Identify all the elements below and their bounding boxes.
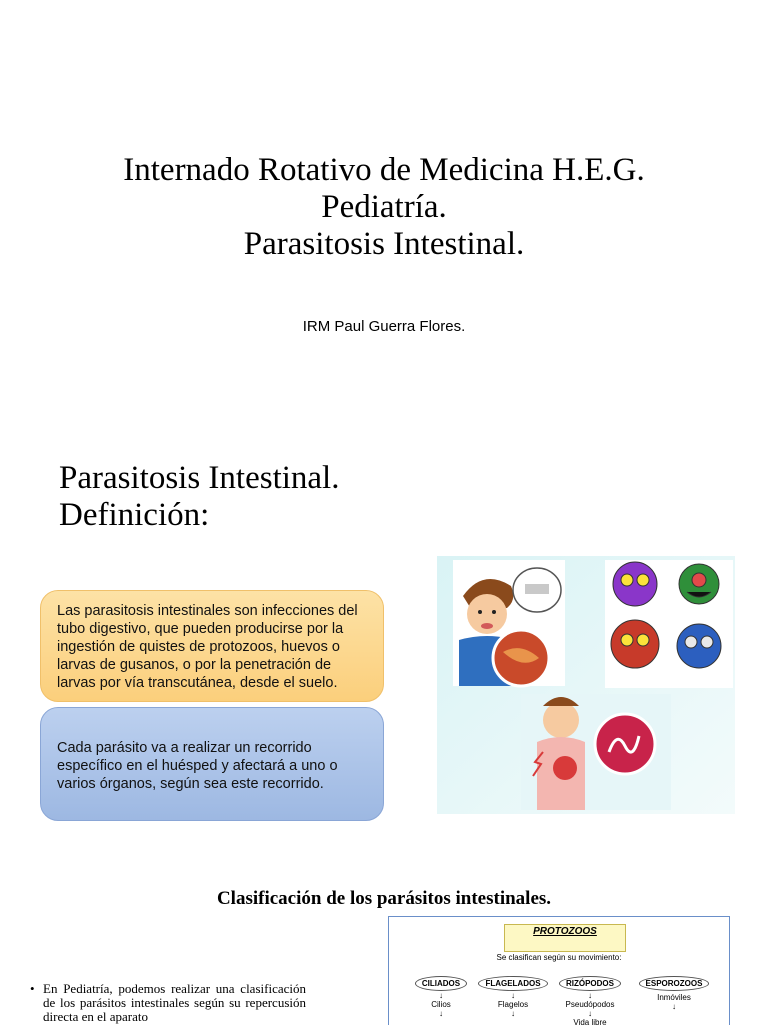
category-ciliados [406,973,476,1018]
arrow-icon: ↓ [511,1009,515,1018]
category-leaf: Pseudópodos [565,1000,615,1009]
arrow-icon: ↓ [672,1002,676,1011]
arrow-icon: ↓ [511,991,515,1000]
protozoos-box [504,924,626,952]
category-label: ESPOROZOOS [639,976,710,991]
definition-title-line-2: Definición: [59,497,210,533]
bullet-icon: • [30,981,35,996]
arrow-icon: ↓ [439,1009,443,1018]
category-leaf: Flagelos [497,1000,529,1009]
title-line-2: Pediatría. [321,189,447,225]
category-label: RIZÓPODOS [559,976,621,991]
arrow-icon: ↓ [439,991,443,1000]
arrow-icon: ↓ [588,1009,592,1018]
title-line-3: Parasitosis Intestinal. [243,226,525,262]
bullet-text: En Pediatría, podemos realizar una clasificación de los parásitos intestinales según su repercusión directa en el aparato [43,981,306,1024]
protozoa-diagram [388,916,730,1025]
classification-bullet [30,982,306,1024]
definition-box: Las parasitosis intestinales son infecciones del tubo digestivo, que pueden producirse por la ingestión de quistes de protozoos, huevos o larvas de gusanos, o por la penetración de larvas por vía transcutánea, desde el suelo. [40,590,384,702]
diagram-subtitle: Se clasifican según su movimiento: [496,953,622,962]
category-esporozoos [633,973,715,1011]
category-rizopodos [555,973,625,1025]
category-leaf: Inmóviles [657,993,691,1002]
classification-title: Clasificación de los parásitos intestinales. [216,888,552,909]
category-label: FLAGELADOS [478,976,547,991]
definition-title-line-1: Parasitosis Intestinal. [59,460,340,496]
protozoos-label: PROTOZOOS [533,926,597,937]
title-slide-heading [0,152,768,263]
category-flagelados [478,973,548,1018]
category-label: CILIADOS [415,976,467,991]
author-name: IRM Paul Guerra Flores. [302,318,466,335]
definition-slide-title [59,460,339,534]
category-leaf: Cilios [431,1000,451,1009]
route-box: Cada parásito va a realizar un recorrido específico en el huésped y afectará a uno o varios órganos, según sea este recorrido. [40,707,384,821]
title-line-1: Internado Rotativo de Medicina H.E.G. [123,152,645,188]
arrow-icon: ↓ [588,991,592,1000]
parasite-illustration [437,556,735,814]
category-leaf-2: Vida libre [573,1018,607,1025]
